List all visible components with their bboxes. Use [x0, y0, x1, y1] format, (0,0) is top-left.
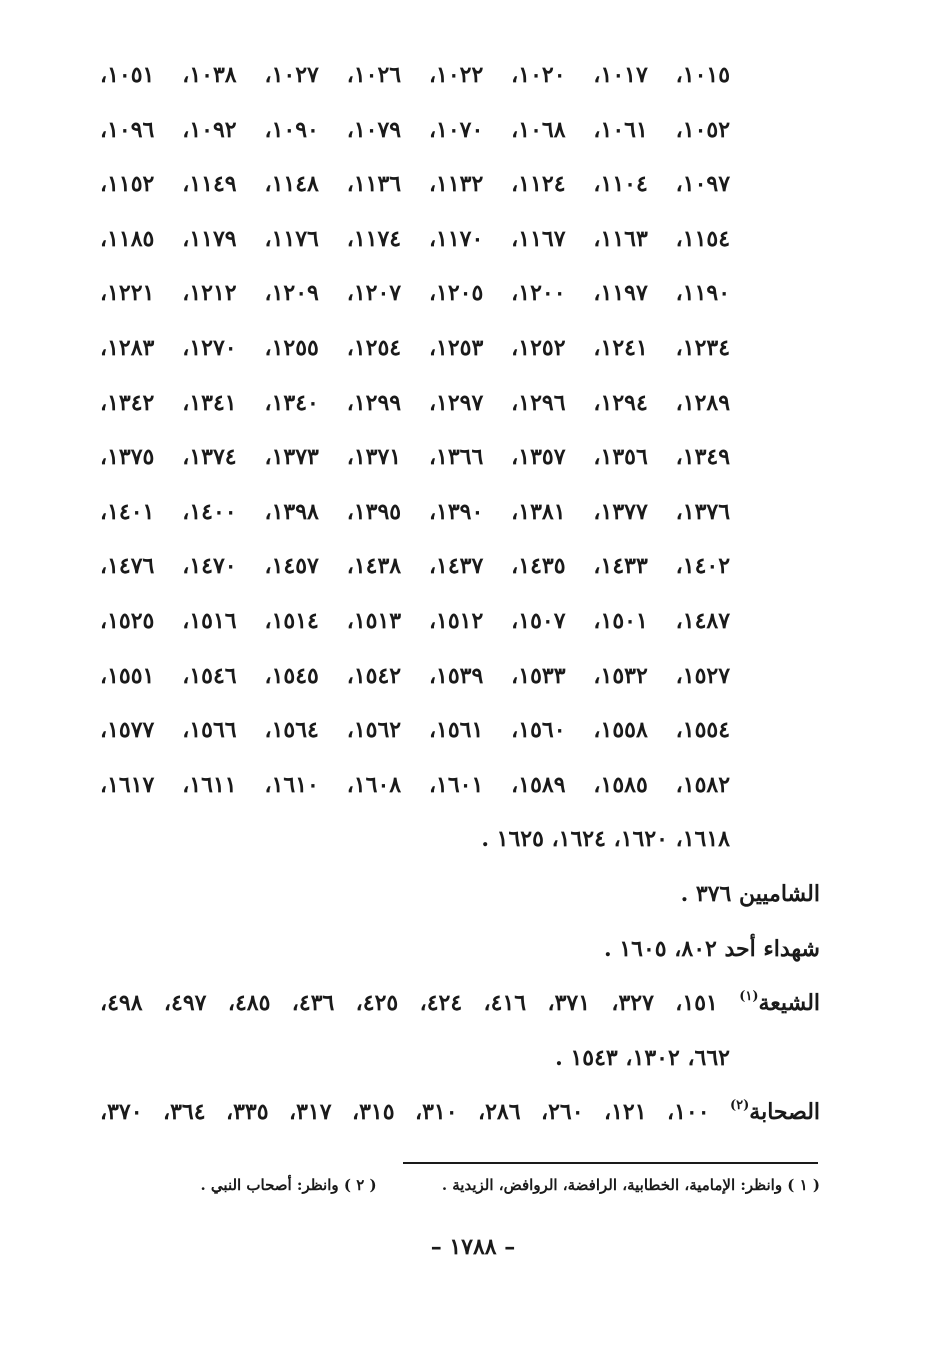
- index-line: ١٦١٨، ١٦٢٠، ١٦٢٤، ١٦٢٥ .: [481, 826, 730, 853]
- index-line: ١٢٨٩، ١٢٩٤، ١٢٩٦، ١٢٩٧، ١٢٩٩، ١٣٤٠، ١٣٤١، ١٣٤٢،: [100, 389, 731, 416]
- footnotes: [100, 1176, 820, 1194]
- index-line: ١١٩٠، ١١٩٧، ١٢٠٠، ١٢٠٥، ١٢٠٧، ١٢٠٩، ١٢١٢، ١٢٢١،: [100, 280, 731, 307]
- entry-shuhada-uhud: شهداء أحد ٨٠٢، ١٦٠٥ .: [604, 935, 820, 962]
- index-line: ١٢٣٤، ١٢٤١، ١٢٥٢، ١٢٥٣، ١٢٥٤، ١٢٥٥، ١٢٧٠، ١٢٨٣،: [100, 334, 731, 361]
- footnote-divider: [403, 1162, 818, 1164]
- entry-numbers: ١٠٠، ١٢١، ٢٦٠، ٢٨٦، ٣١٠، ٣١٥، ٣١٧، ٣٣٥، ٣٦٤، ٣٧٠،: [100, 1099, 730, 1126]
- entry-sahaba: [100, 1085, 820, 1140]
- index-line: ١٤٨٧، ١٥٠١، ١٥٠٧، ١٥١٢، ١٥١٣، ١٥١٤، ١٥١٦، ١٥٢٥،: [100, 607, 731, 634]
- entry-shamiyin: الشاميين ٣٧٦ .: [680, 880, 820, 907]
- index-line: ١٤٠٢، ١٤٣٣، ١٤٣٥، ١٤٣٧، ١٤٣٨، ١٤٥٧، ١٤٧٠، ١٤٧٦،: [100, 553, 731, 580]
- index-line: ١٠٩٧، ١١٠٤، ١١٢٤، ١١٣٢، ١١٣٦، ١١٤٨، ١١٤٩، ١١٥٢،: [100, 171, 731, 198]
- index-line: ١٥٨٢، ١٥٨٥، ١٥٨٩، ١٦٠١، ١٦٠٨، ١٦١٠، ١٦١١، ١٦١٧،: [100, 771, 731, 798]
- entry-numbers: ١٥١، ٣٢٧، ٣٧١، ٤١٦، ٤٢٤، ٤٢٥، ٤٣٦، ٤٨٥، ٤٩٧، ٤٩٨،: [100, 990, 740, 1017]
- entry-shia: [100, 976, 820, 1031]
- footnote-mark: (٢): [730, 1098, 750, 1114]
- footnote-mark: (١): [739, 989, 759, 1005]
- entry-continuation: ٦٦٢، ١٣٠٢، ١٥٤٣ .: [555, 1044, 730, 1071]
- entry-term: الشيعة: [758, 990, 820, 1017]
- index-line: ١٣٤٩، ١٣٥٦، ١٣٥٧، ١٣٦٦، ١٣٧١، ١٣٧٣، ١٣٧٤، ١٣٧٥،: [100, 444, 731, 471]
- index-body: [100, 48, 820, 1140]
- index-line: ١٣٧٦، ١٣٧٧، ١٣٨١، ١٣٩٠، ١٣٩٥، ١٣٩٨، ١٤٠٠، ١٤٠١،: [100, 498, 731, 525]
- index-line: ١١٥٤، ١١٦٣، ١١٦٧، ١١٧٠، ١١٧٤، ١١٧٦، ١١٧٩، ١١٨٥،: [100, 225, 731, 252]
- entry-term: الصحابة: [749, 1099, 820, 1126]
- index-line: ١٥٢٧، ١٥٣٢، ١٥٣٣، ١٥٣٩، ١٥٤٢، ١٥٤٥، ١٥٤٦، ١٥٥١،: [100, 662, 731, 689]
- index-line: ١٠١٥، ١٠١٧، ١٠٢٠، ١٠٢٢، ١٠٢٦، ١٠٢٧، ١٠٣٨، ١٠٥١،: [100, 62, 731, 88]
- footnote-1: ( ١ ) وانظر: الإمامية، الخطابية، الرافضة، الروافض، الزيدية .: [441, 1176, 820, 1194]
- footnote-2: ( ٢ ) وانظر: أصحاب النبي .: [200, 1176, 377, 1194]
- page-number: – ١٧٨٨ –: [430, 1234, 516, 1260]
- index-line: ١٠٥٢، ١٠٦١، ١٠٦٨، ١٠٧٠، ١٠٧٩، ١٠٩٠، ١٠٩٢، ١٠٩٦،: [100, 116, 731, 143]
- index-line: ١٥٥٤، ١٥٥٨، ١٥٦٠، ١٥٦١، ١٥٦٢، ١٥٦٤، ١٥٦٦، ١٥٧٧،: [100, 717, 731, 744]
